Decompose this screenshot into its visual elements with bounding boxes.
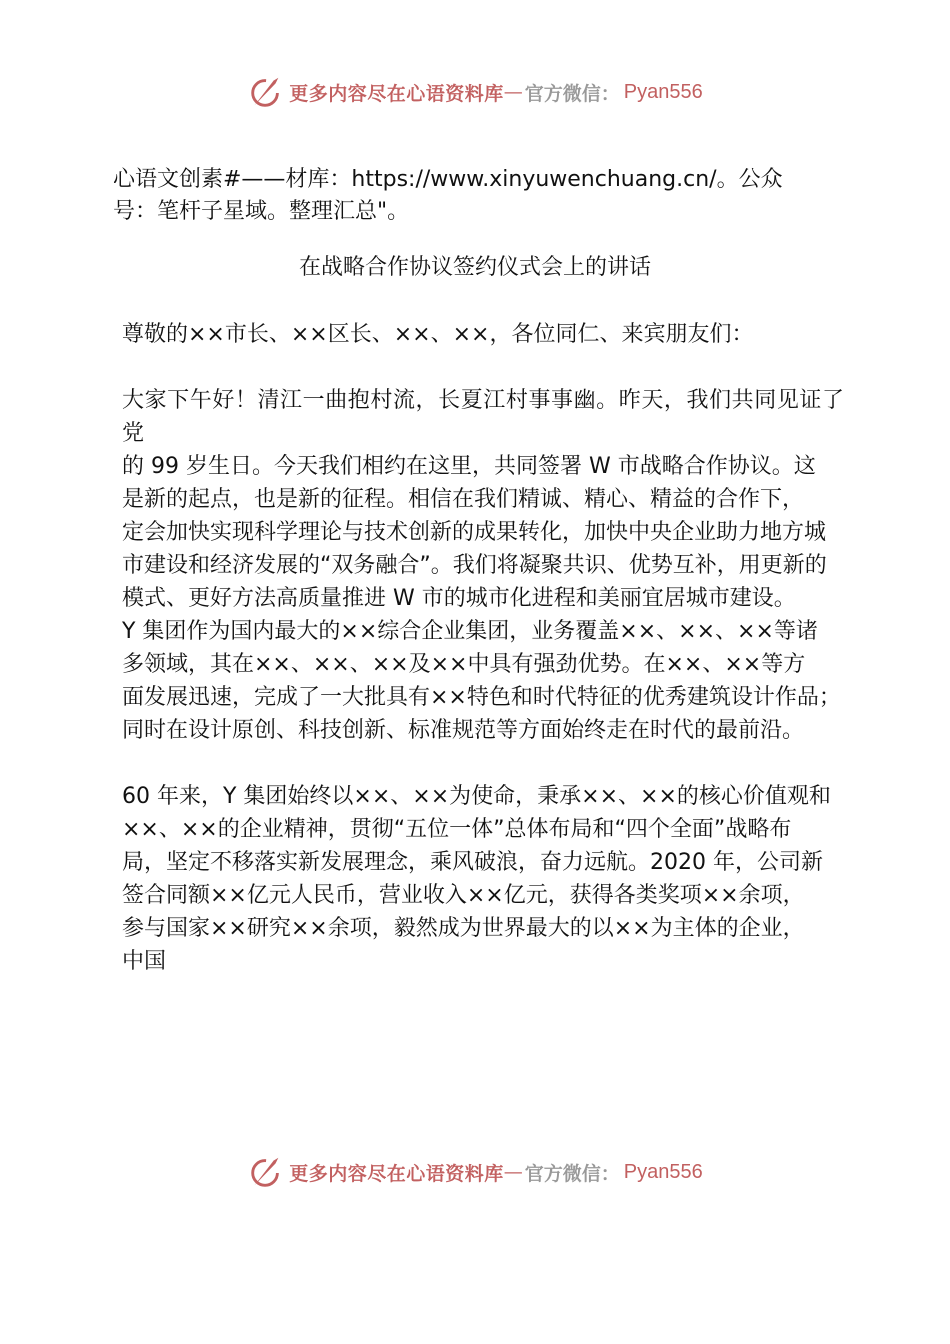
quill-pen-logo-icon <box>247 1153 285 1191</box>
document-title: 在战略合作协议签约仪式会上的讲话 <box>298 255 651 280</box>
source-note-text: 心语文创素#——材库：https://www.xinyuwenchuang.cn/。公众 号：笔杆子星域。整理汇总"。 <box>113 167 783 224</box>
paragraph-3: 60 年来，Y 集团始终以××、××为使命，秉承××、××的核心价值观和 ××、××的企业精神，贯彻“五位一体”总体布局和“四个全面”战略布 局，坚定不移落实新发展理念，乘风破浪，奋力远航。2020 年，公司新 签合同额××亿元人民币，营业收入××亿元，获得各类奖项××余项， 参与国家××研究××余项，毅然成为世界最大的以××为主体的企业， 中国 <box>122 784 831 974</box>
banner-label: 官方微信： <box>524 82 620 105</box>
salutation: 尊敬的××市长、××区长、××、××，各位同仁、来宾朋友们： <box>122 322 754 347</box>
quill-pen-logo-icon <box>247 73 285 111</box>
paragraph-1: 大家下午好！清江一曲抱村流，长夏江村事事幽。昨天，我们共同见证了党 的 99 岁生日。今天我们相约在这里，共同签署 W 市战略合作协议。这 是新的起点，也是新的征程。相信在我们精诚、精心、精益的合作下， 定会加快实现科学理论与技术创新的成果转化，加快中央企业助力地方城 市建设和经济发展的“双务融合”。我们将凝聚共识、优势互补，用更新的 模式、更好方法高质量推进 W 市的城市化进程和美丽宜居城市建设。 <box>122 388 844 611</box>
banner-wechat-id: Pyan556 <box>623 80 703 103</box>
banner-wechat-id: Pyan556 <box>623 1160 703 1183</box>
banner-label: 官方微信： <box>524 1162 620 1185</box>
banner-dash: — <box>503 81 523 103</box>
header-banner <box>0 70 950 114</box>
source-note <box>113 164 843 228</box>
footer-banner <box>0 1150 950 1194</box>
banner-text: 更多内容尽在心语资料库 <box>289 1162 504 1185</box>
banner-text: 更多内容尽在心语资料库 <box>289 82 504 105</box>
paragraph-2: Y 集团作为国内最大的××综合企业集团，业务覆盖××、××、××等诸 多领域，其在××、××、××及××中具有强劲优势。在××、××等方 面发展迅速，完成了一大批具有××特色和时代特征的优秀建筑设计作品； 同时在设计原创、科技创新、标准规范等方面始终走在时代的最前沿。 <box>122 619 841 743</box>
banner-dash: — <box>503 1161 523 1183</box>
